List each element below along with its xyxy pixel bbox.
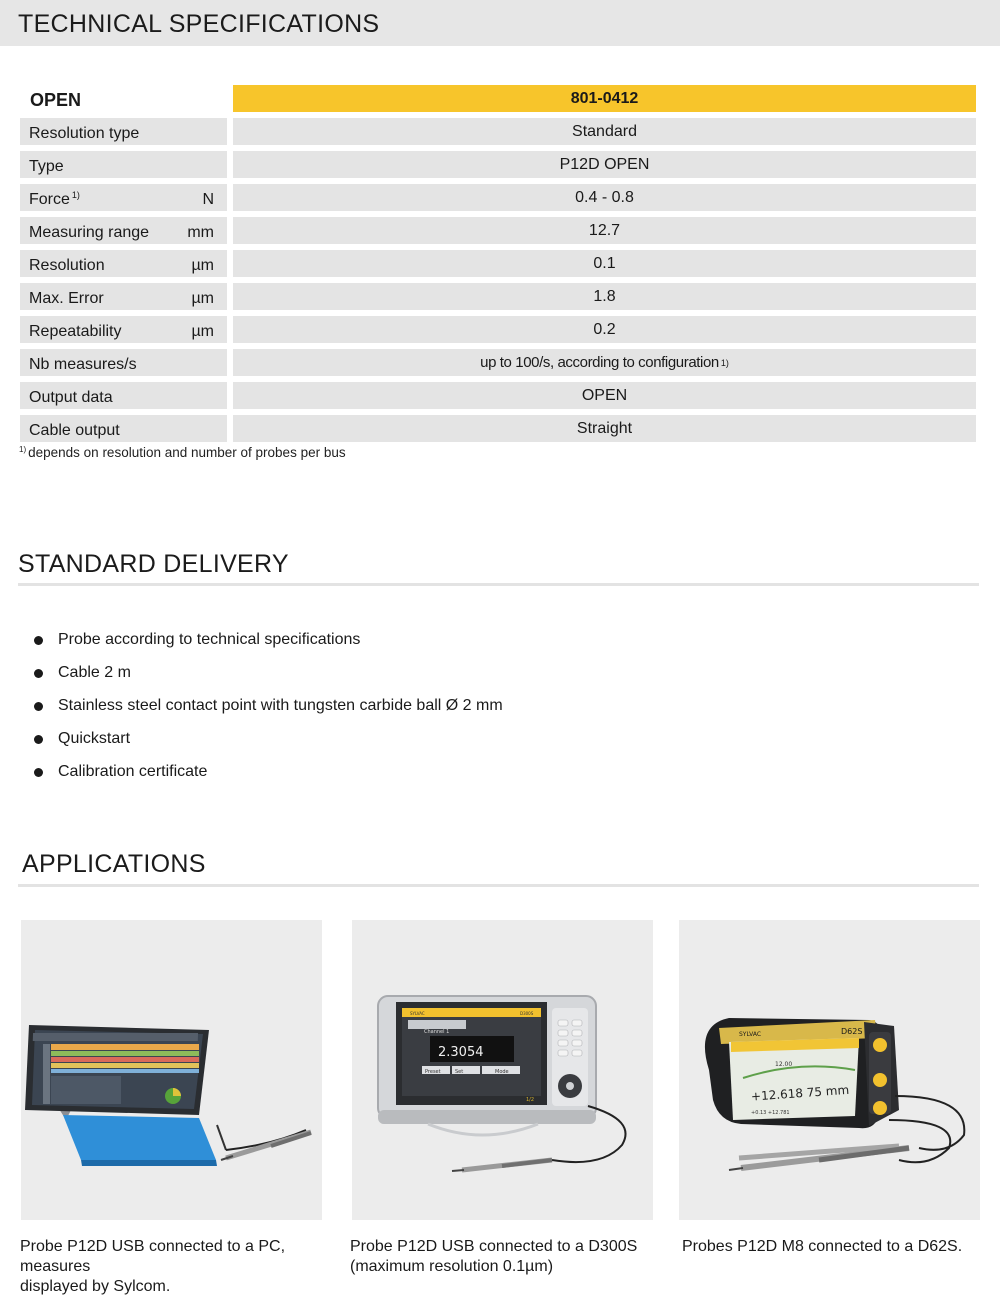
spec-value-cell	[233, 415, 976, 442]
spec-label: Force	[29, 191, 70, 208]
spec-label: Output data	[29, 389, 113, 406]
spec-label-cell	[20, 217, 227, 244]
spec-label: Measuring range	[29, 224, 150, 241]
model-reference: 801-0412	[233, 85, 976, 112]
bullet-icon	[34, 702, 43, 711]
d300s-button-set: Set	[455, 1069, 464, 1075]
d62s-screen-value: +12.618 75 mm	[750, 1082, 850, 1104]
caption-line: (maximum resolution 0.1µm)	[350, 1258, 554, 1275]
spec-value-cell	[233, 118, 976, 145]
spec-label-cell	[20, 184, 227, 211]
spec-label-cell	[20, 118, 227, 145]
bullet-icon	[34, 768, 43, 777]
delivery-item	[34, 656, 503, 689]
section-title-bar	[0, 0, 1000, 46]
spec-label-cell	[20, 151, 227, 178]
caption-line: Probe P12D USB connected to a PC, measures	[20, 1238, 286, 1275]
spec-value: OPEN	[581, 386, 628, 404]
d300s-button-mode: Mode	[495, 1069, 509, 1075]
spec-value: up to 100/s, according to configuration	[480, 354, 719, 371]
delivery-list	[34, 623, 503, 788]
application-caption-d300s	[350, 1237, 660, 1277]
spec-unit: µm	[191, 323, 214, 340]
spec-value-cell	[233, 217, 976, 244]
spec-header-row	[20, 85, 976, 112]
spec-value-cell	[233, 184, 976, 211]
spec-label-group	[29, 225, 149, 241]
delivery-title: STANDARD DELIVERY	[18, 550, 289, 578]
spec-row	[20, 250, 976, 277]
spec-label-group	[29, 423, 120, 439]
spec-unit: µm	[191, 257, 214, 274]
spec-value-cell	[233, 250, 976, 277]
spec-label-cell	[20, 283, 227, 310]
spec-label-group	[29, 258, 105, 274]
spec-value: Straight	[576, 419, 633, 437]
spec-label-cell	[20, 250, 227, 277]
footnote-text: depends on resolution and number of probes per bus	[28, 445, 346, 460]
delivery-item	[34, 722, 503, 755]
spec-row	[20, 184, 976, 211]
d300s-screen-value: 2.3054	[438, 1045, 484, 1060]
application-image-d300s	[352, 920, 653, 1220]
footnote-mark: 1)	[19, 445, 27, 454]
spec-value: 0.1	[593, 254, 616, 272]
caption-line: Probes P12D M8 connected to a D62S.	[682, 1238, 963, 1255]
delivery-item	[34, 755, 503, 788]
spec-row	[20, 283, 976, 310]
application-image-pc	[21, 920, 322, 1220]
bullet-icon	[34, 636, 43, 645]
spec-value-cell	[233, 349, 976, 376]
spec-label-group	[29, 159, 64, 175]
spec-value: P12D OPEN	[559, 155, 650, 173]
delivery-heading	[18, 550, 979, 586]
caption-line: displayed by Sylcom.	[20, 1278, 171, 1295]
spec-unit: N	[202, 191, 214, 208]
delivery-item-text: Stainless steel contact point with tungsten carbide ball Ø 2 mm	[58, 696, 503, 714]
d300s-device-illustration	[352, 920, 653, 1220]
spec-label: Nb measures/s	[29, 356, 137, 373]
applications-title: APPLICATIONS	[22, 850, 206, 878]
spec-row	[20, 316, 976, 343]
delivery-item-text: Quickstart	[58, 729, 131, 747]
spec-table	[20, 85, 976, 448]
spec-value-cell	[233, 283, 976, 310]
d62s-brand: SYLVAC	[739, 1031, 762, 1038]
spec-footnote	[19, 445, 346, 460]
d62s-device-illustration	[679, 920, 980, 1220]
spec-row	[20, 349, 976, 376]
spec-row	[20, 382, 976, 409]
spec-value: 0.4 - 0.8	[575, 188, 634, 206]
spec-label-group	[29, 126, 139, 142]
spec-label: Type	[29, 158, 64, 175]
d300s-model: D300S	[520, 1011, 534, 1016]
spec-label-cell	[20, 349, 227, 376]
bullet-icon	[34, 735, 43, 744]
spec-label-group	[29, 191, 80, 208]
delivery-item	[34, 623, 503, 656]
spec-value: 1.8	[593, 287, 616, 305]
spec-value: 12.7	[588, 221, 621, 239]
tablet-with-probe-illustration	[21, 920, 322, 1220]
delivery-item-text: Probe according to technical specifications	[58, 630, 361, 648]
spec-unit: mm	[187, 224, 214, 241]
application-caption-d62s	[682, 1237, 992, 1257]
spec-row	[20, 415, 976, 442]
spec-value-cell	[233, 316, 976, 343]
spec-unit: µm	[191, 290, 214, 307]
d300s-brand: SYLVAC	[410, 1011, 425, 1016]
applications-heading	[18, 850, 979, 887]
model-label: OPEN	[30, 90, 82, 110]
d62s-model: D62S	[841, 1027, 863, 1036]
spec-label-group	[29, 390, 113, 406]
d62s-screen-top: 12.00	[775, 1061, 793, 1068]
spec-label-group	[29, 324, 122, 340]
spec-label-note: 1)	[71, 190, 80, 200]
application-image-d62s	[679, 920, 980, 1220]
application-caption-pc	[20, 1237, 330, 1297]
spec-value: 0.2	[593, 320, 616, 338]
page-title: TECHNICAL SPECIFICATIONS	[18, 10, 380, 38]
spec-label: Cable output	[29, 422, 120, 439]
spec-label-cell	[20, 382, 227, 409]
delivery-item	[34, 689, 503, 722]
spec-label: Resolution	[29, 257, 105, 274]
spec-row	[20, 118, 976, 145]
d300s-screen-page: 1/2	[526, 1097, 535, 1103]
spec-value: Standard	[572, 122, 637, 140]
spec-label: Resolution type	[29, 125, 140, 142]
spec-row	[20, 151, 976, 178]
d300s-screen-channel: Channel 1	[424, 1029, 450, 1035]
caption-line: Probe P12D USB connected to a D300S	[350, 1238, 638, 1255]
spec-value-note: 1)	[720, 357, 729, 368]
d300s-button-preset: Preset	[425, 1069, 441, 1075]
spec-label-group	[29, 357, 137, 373]
spec-row	[20, 217, 976, 244]
delivery-item-text: Calibration certificate	[58, 762, 208, 780]
spec-label-cell	[20, 316, 227, 343]
spec-label: Repeatability	[29, 323, 122, 340]
spec-value-cell	[233, 151, 976, 178]
bullet-icon	[34, 669, 43, 678]
spec-label-cell	[20, 415, 227, 442]
spec-label-group	[29, 291, 104, 307]
spec-value-cell	[233, 382, 976, 409]
d62s-screen-sub: +0.13 +12.781	[751, 1110, 790, 1116]
delivery-item-text: Cable 2 m	[58, 663, 131, 681]
spec-label: Max. Error	[29, 290, 104, 307]
